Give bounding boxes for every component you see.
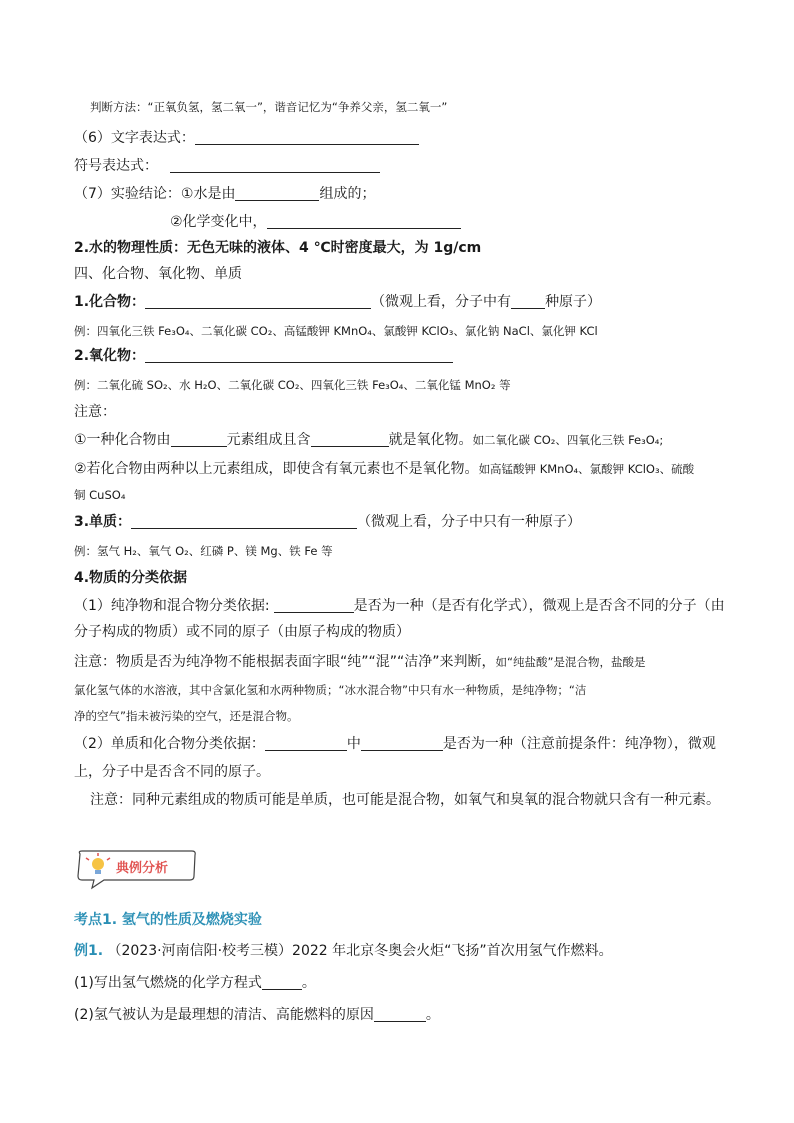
answer-blank[interactable] xyxy=(145,293,371,309)
classify2-mid: 中 xyxy=(346,736,361,752)
classify2-pre: （2）单质和化合物分类依据： xyxy=(74,736,265,752)
note-two-continued: 铜 CuSO₄ xyxy=(74,488,126,502)
oxide-label: 2.氧化物： xyxy=(74,348,146,364)
note1-post: 就是氧化物。 xyxy=(388,432,473,448)
q7-a-post: 组成的； xyxy=(319,186,376,202)
q6-word-equation xyxy=(74,128,734,148)
answer-blank[interactable] xyxy=(511,293,545,309)
classify1-post: 是否为一种（是否有化学式），微观上是否含不同的分子（由 xyxy=(353,598,725,614)
q6-symbol-equation xyxy=(74,156,734,176)
answer-blank[interactable] xyxy=(170,157,380,173)
example-label: 例1. xyxy=(74,943,104,959)
element-example: 例：氢气 H₂、氧气 O₂、红磷 P、镁 Mg、铁 Fe 等 xyxy=(74,544,333,558)
answer-blank[interactable] xyxy=(131,513,357,529)
answer-blank[interactable] xyxy=(374,1006,426,1022)
classify2-post: 是否为一种（注意前提条件：纯净物），微观 xyxy=(442,736,716,752)
element-note: （微观上看，分子中只有一种原子） xyxy=(357,514,582,530)
compound-definition xyxy=(74,292,734,312)
classification-note-b: 氯化氢气体的水溶液，其中含氯化氢和水两种物质；“冰水混合物”中只有水一种物质，是纯净物；“洁 xyxy=(74,683,587,697)
note-two xyxy=(74,459,734,479)
judge-method: 判断方法：“正氧负氢，氢二氧一”，谐音记忆为“争养父亲，氢二氧一” xyxy=(90,100,448,114)
note2-example-a: 如高锰酸钾 KMnO₄、氯酸钾 KClO₃、硫酸 xyxy=(478,462,695,476)
classification-two xyxy=(74,734,734,754)
bulb-icon xyxy=(92,858,104,870)
q6-symbol-label: 符号表达式： xyxy=(74,158,158,174)
q7-conclusion-b xyxy=(170,212,794,232)
note-one xyxy=(74,430,734,450)
answer-blank[interactable] xyxy=(195,129,419,145)
element-label: 3.单质： xyxy=(74,514,132,530)
classify-note-a2: 如“纯盐酸”是混合物，盐酸是 xyxy=(495,655,646,669)
element-definition xyxy=(74,512,734,532)
answer-blank[interactable] xyxy=(262,974,302,990)
note2-text: ②若化合物由两种以上元素组成，即使含有氧元素也不是氧化物。 xyxy=(74,461,479,477)
water-physical-property: 2.水的物理性质：无色无味的液体、4 ℃时密度最大，为 1g/cm xyxy=(74,240,482,256)
note-label: 注意： xyxy=(74,404,116,420)
answer-blank[interactable] xyxy=(361,735,443,751)
classification-title: 4.物质的分类依据 xyxy=(74,570,188,586)
classification-two-continued: 上，分子中是否含不同的原子。 xyxy=(74,764,270,780)
classification-two-note: 注意：同种元素组成的物质可能是单质，也可能是混合物，如氧气和臭氧的混合物就只含有一种元素。 xyxy=(90,792,720,808)
example-text: （2023·河南信阳·校考三模）2022 年北京冬奥会火炬“飞扬”首次用氢气作燃料。 xyxy=(107,943,613,959)
answer-blank[interactable] xyxy=(171,431,227,447)
classification-one-continued: 分子构成的物质）或不同的原子（由原子构成的物质） xyxy=(74,624,410,640)
example-q2-end: 。 xyxy=(425,1007,440,1023)
compound-example: 例：四氧化三铁 Fe₃O₄、二氧化碳 CO₂、高锰酸钾 KMnO₄、氯酸钾 KClO₃、氯化钠 NaCl、氯化钾 KCl xyxy=(74,324,598,338)
badge-label: 典例分析 xyxy=(116,861,169,876)
section-four-heading: 四、化合物、氧化物、单质 xyxy=(74,266,242,282)
q7-conclusion-a xyxy=(74,184,734,204)
example-question-one xyxy=(74,973,734,993)
answer-blank[interactable] xyxy=(274,597,354,613)
oxide-example: 例：二氧化硫 SO₂、水 H₂O、二氧化碳 CO₂、四氧化三铁 Fe₃O₄、二氧化锰 MnO₂ 等 xyxy=(74,378,511,392)
oxide-definition xyxy=(74,346,734,366)
example-q2-text: (2)氢气被认为是最理想的清洁、高能燃料的原因 xyxy=(74,1007,374,1023)
example-one xyxy=(74,941,734,961)
note1-example: 如二氧化碳 CO₂、四氧化三铁 Fe₃O₄; xyxy=(472,433,664,447)
classification-note-c: 净的空气”指未被污染的空气，还是混合物。 xyxy=(74,709,299,723)
q7-b-label: ②化学变化中， xyxy=(170,214,267,230)
example-q1-end: 。 xyxy=(301,975,316,991)
classification-one xyxy=(74,596,734,616)
exam-point-heading: 考点1. 氢气的性质及燃烧实验 xyxy=(74,912,262,928)
compound-note-post: 种原子） xyxy=(545,294,602,310)
classify-note-a1: 注意：物质是否为纯净物不能根据表面字眼“纯”“混”“洁净”来判断， xyxy=(74,654,496,670)
answer-blank[interactable] xyxy=(311,431,389,447)
compound-label: 1.化合物： xyxy=(74,294,146,310)
note1-pre: ①一种化合物由 xyxy=(74,432,171,448)
classification-note-a xyxy=(74,652,734,672)
compound-note-pre: （微观上看，分子中有 xyxy=(371,294,512,310)
classify1-pre: （1）纯净物和混合物分类依据: xyxy=(74,598,270,614)
answer-blank[interactable] xyxy=(267,213,461,229)
answer-blank[interactable] xyxy=(145,347,453,363)
example-question-two xyxy=(74,1005,734,1025)
q6-word-label: （6）文字表达式： xyxy=(74,130,195,146)
answer-blank[interactable] xyxy=(235,185,319,201)
answer-blank[interactable] xyxy=(265,735,347,751)
q7-a-pre: （7）实验结论：①水是由 xyxy=(74,186,236,202)
example-analysis-badge xyxy=(74,848,198,892)
note1-mid: 元素组成且含 xyxy=(226,432,311,448)
example-q1-text: (1)写出氢气燃烧的化学方程式 xyxy=(74,975,262,991)
